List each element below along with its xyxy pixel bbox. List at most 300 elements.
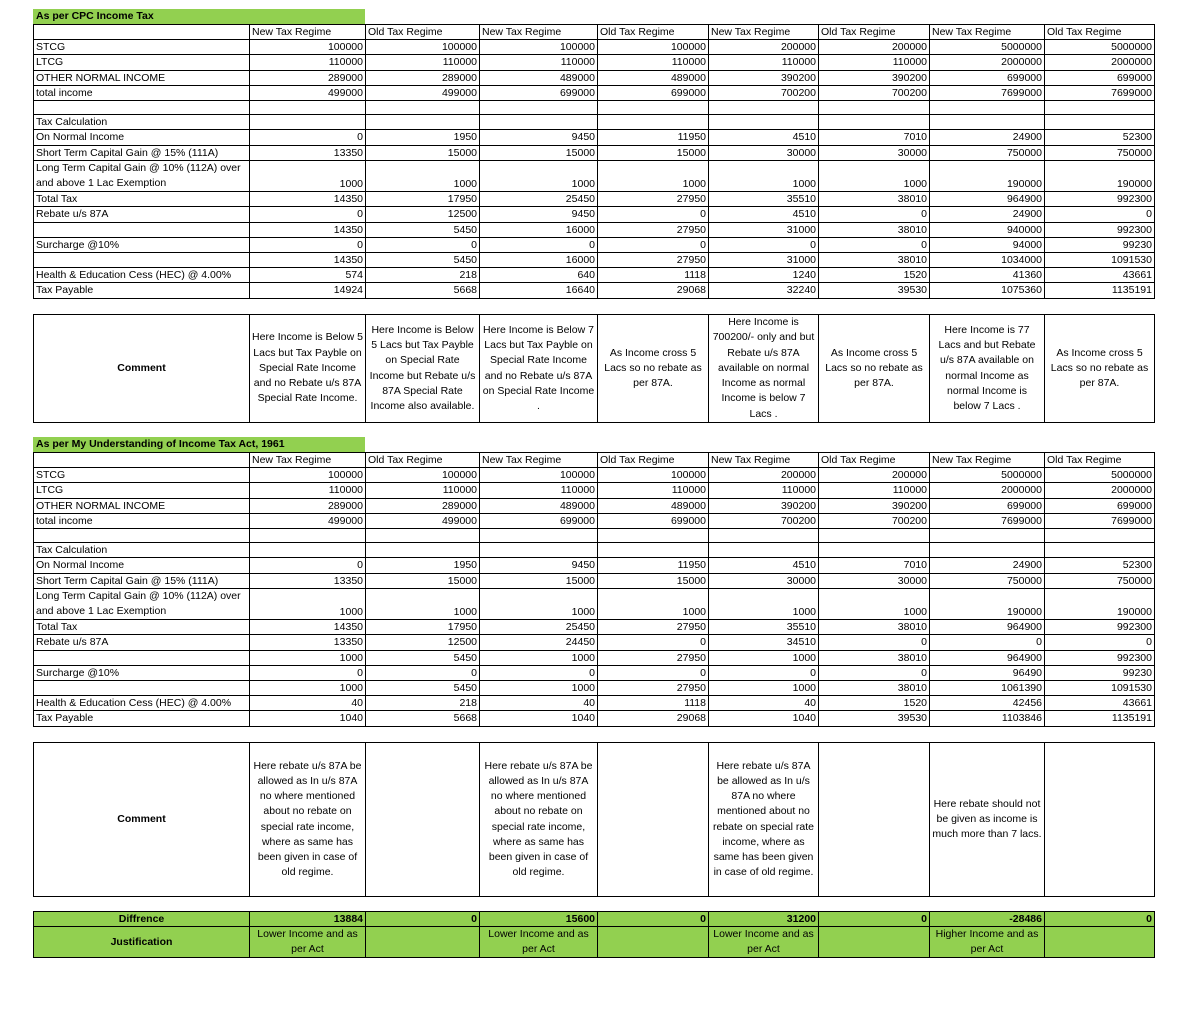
- table-cell: 200000: [819, 40, 930, 55]
- table-cell: 1135191: [1045, 711, 1155, 726]
- table-cell: 700200: [709, 513, 819, 528]
- difference-cell: 31200: [709, 912, 819, 927]
- table-cell: 1034000: [930, 253, 1045, 268]
- table-row: [34, 145, 1155, 160]
- column-header: New Tax Regime: [930, 25, 1045, 40]
- table-row: [34, 130, 1155, 145]
- justification-cell: [1045, 927, 1155, 958]
- table-row: [34, 529, 1155, 543]
- justification-cell: Lower Income and as per Act: [250, 927, 366, 958]
- table-cell: 100000: [250, 40, 366, 55]
- table-cell: [366, 543, 480, 558]
- table-cell: 38010: [819, 222, 930, 237]
- table-cell: [1045, 115, 1155, 130]
- table-row: [34, 237, 1155, 252]
- difference-cell: 0: [1045, 912, 1155, 927]
- justification-cell: [598, 927, 709, 958]
- row-label: [34, 681, 250, 696]
- table-cell: 110000: [709, 483, 819, 498]
- comment-cell: Here rebate should not be given as income is much more than 7 lacs.: [930, 743, 1045, 897]
- table-cell: 0: [366, 237, 480, 252]
- row-label: Total Tax: [34, 620, 250, 635]
- row-label: Surcharge @10%: [34, 237, 250, 252]
- summary-table: [33, 911, 1155, 958]
- table-cell: 43661: [1045, 696, 1155, 711]
- table-cell: 5668: [366, 711, 480, 726]
- table-cell: 499000: [250, 513, 366, 528]
- table-cell: 964900: [930, 620, 1045, 635]
- table-cell: 1950: [366, 558, 480, 573]
- table-cell: 42456: [930, 696, 1045, 711]
- column-header: Old Tax Regime: [1045, 25, 1155, 40]
- table-cell: 27950: [598, 222, 709, 237]
- table-cell: 100000: [598, 468, 709, 483]
- table-cell: 7699000: [930, 513, 1045, 528]
- table-cell: 15000: [598, 145, 709, 160]
- table-cell: 489000: [480, 498, 598, 513]
- table-cell: 38010: [819, 192, 930, 207]
- column-header: Old Tax Regime: [598, 453, 709, 468]
- table-cell: [480, 101, 598, 115]
- column-header: Old Tax Regime: [819, 453, 930, 468]
- table-cell: 390200: [709, 70, 819, 85]
- table-cell: 52300: [1045, 130, 1155, 145]
- row-label: Tax Calculation: [34, 543, 250, 558]
- comment-cell: As Income cross 5 Lacs so no rebate as per 87A.: [598, 315, 709, 423]
- comment-cell: Here Income is Below 7 Lacs but Tax Payble on Special Rate Income and no Rebate u/s 87A on Special Rate Income .: [480, 315, 598, 423]
- table-cell: 699000: [480, 513, 598, 528]
- table-cell: 190000: [930, 588, 1045, 619]
- table-cell: 0: [598, 635, 709, 650]
- table-cell: 489000: [480, 70, 598, 85]
- table-row: [34, 468, 1155, 483]
- table-row: [34, 498, 1155, 513]
- table-cell: 1000: [819, 160, 930, 191]
- table-cell: [819, 101, 930, 115]
- table-row: [34, 483, 1155, 498]
- column-header: New Tax Regime: [930, 453, 1045, 468]
- table-cell: [250, 115, 366, 130]
- table-cell: 5000000: [930, 40, 1045, 55]
- table-cell: 2000000: [1045, 55, 1155, 70]
- table-cell: 24450: [480, 635, 598, 650]
- table-row: [34, 558, 1155, 573]
- row-label: Total Tax: [34, 192, 250, 207]
- row-label: total income: [34, 513, 250, 528]
- table-cell: 1118: [598, 268, 709, 283]
- table-cell: [930, 115, 1045, 130]
- table-cell: 110000: [598, 483, 709, 498]
- row-label: Rebate u/s 87A: [34, 635, 250, 650]
- difference-row: [34, 912, 1155, 927]
- table-cell: 27950: [598, 650, 709, 665]
- table-cell: 94000: [930, 237, 1045, 252]
- table-row: [34, 635, 1155, 650]
- table-cell: 27950: [598, 681, 709, 696]
- table-cell: 40: [480, 696, 598, 711]
- table-cell: 4510: [709, 130, 819, 145]
- justification-cell: [819, 927, 930, 958]
- justification-cell: [366, 927, 480, 958]
- table-cell: 16000: [480, 222, 598, 237]
- table-cell: 1000: [250, 681, 366, 696]
- table-cell: 9450: [480, 207, 598, 222]
- table-cell: 289000: [250, 498, 366, 513]
- table-cell: 0: [250, 665, 366, 680]
- table-cell: 750000: [930, 573, 1045, 588]
- table-cell: 12500: [366, 207, 480, 222]
- table-cell: 41360: [930, 268, 1045, 283]
- act-section-title: As per My Understanding of Income Tax Act, 1961: [33, 437, 365, 452]
- table-cell: 5000000: [1045, 40, 1155, 55]
- table-cell: 35510: [709, 620, 819, 635]
- table-cell: 100000: [480, 40, 598, 55]
- table-cell: 1040: [250, 711, 366, 726]
- row-label: LTCG: [34, 55, 250, 70]
- table-cell: 100000: [366, 468, 480, 483]
- table-cell: 1000: [250, 160, 366, 191]
- column-header: New Tax Regime: [480, 25, 598, 40]
- table-row: [34, 650, 1155, 665]
- table-cell: 289000: [250, 70, 366, 85]
- table-cell: 0: [598, 237, 709, 252]
- act-comment-row: [34, 743, 1155, 897]
- comment-label: Comment: [34, 315, 250, 423]
- table-cell: 5450: [366, 681, 480, 696]
- table-cell: 0: [1045, 207, 1155, 222]
- table-row: [34, 253, 1155, 268]
- table-cell: [480, 115, 598, 130]
- table-cell: 699000: [930, 70, 1045, 85]
- table-cell: 31000: [709, 253, 819, 268]
- row-label: Long Term Capital Gain @ 10% (112A) over and above 1 Lac Exemption: [34, 588, 250, 619]
- table-row: [34, 681, 1155, 696]
- column-header: Old Tax Regime: [366, 25, 480, 40]
- table-cell: 0: [709, 237, 819, 252]
- table-cell: 289000: [366, 498, 480, 513]
- table-cell: [819, 529, 930, 543]
- table-cell: 11950: [598, 558, 709, 573]
- table-cell: 7699000: [930, 85, 1045, 100]
- table-cell: 1000: [709, 588, 819, 619]
- comment-cell: As Income cross 5 Lacs so no rebate as per 87A.: [819, 315, 930, 423]
- table-row: [34, 115, 1155, 130]
- table-cell: 100000: [598, 40, 709, 55]
- table-cell: 1240: [709, 268, 819, 283]
- table-cell: 29068: [598, 283, 709, 298]
- table-cell: 52300: [1045, 558, 1155, 573]
- table-row: [34, 101, 1155, 115]
- table-row: [34, 620, 1155, 635]
- table-cell: 200000: [819, 468, 930, 483]
- row-label: Short Term Capital Gain @ 15% (111A): [34, 145, 250, 160]
- table-cell: 15000: [480, 145, 598, 160]
- table-cell: [250, 543, 366, 558]
- table-cell: 0: [598, 207, 709, 222]
- comment-cell: Here rebate u/s 87A be allowed as In u/s 87A no where mentioned about no rebate on special rate income, where as same has been given in case of old regime.: [480, 743, 598, 897]
- table-row: [34, 543, 1155, 558]
- table-cell: 30000: [819, 145, 930, 160]
- comment-cell: Here rebate u/s 87A be allowed as In u/s 87A no where mentioned about no rebate on special rate income, where as same has been given in case of old regime.: [709, 743, 819, 897]
- table-cell: [1045, 101, 1155, 115]
- table-cell: 16640: [480, 283, 598, 298]
- row-label: [34, 253, 250, 268]
- table-cell: 0: [709, 665, 819, 680]
- table-cell: 2000000: [1045, 483, 1155, 498]
- column-header: Old Tax Regime: [598, 25, 709, 40]
- comment-cell: [598, 743, 709, 897]
- table-cell: 0: [930, 635, 1045, 650]
- table-cell: 699000: [480, 85, 598, 100]
- table-cell: 190000: [1045, 588, 1155, 619]
- table-row: [34, 283, 1155, 298]
- row-label: Long Term Capital Gain @ 10% (112A) over and above 1 Lac Exemption: [34, 160, 250, 191]
- table-cell: 17950: [366, 620, 480, 635]
- table-cell: [709, 529, 819, 543]
- table-row: [34, 268, 1155, 283]
- table-row: [34, 665, 1155, 680]
- table-cell: 390200: [709, 498, 819, 513]
- table-cell: 9450: [480, 130, 598, 145]
- table-cell: 110000: [366, 483, 480, 498]
- table-cell: 110000: [598, 55, 709, 70]
- table-cell: [598, 529, 709, 543]
- table-cell: 1520: [819, 696, 930, 711]
- table-cell: 34510: [709, 635, 819, 650]
- table-cell: 24900: [930, 558, 1045, 573]
- table-cell: [819, 543, 930, 558]
- table-cell: 5000000: [930, 468, 1045, 483]
- table-cell: [709, 543, 819, 558]
- table-cell: 31000: [709, 222, 819, 237]
- table-cell: 4510: [709, 558, 819, 573]
- table-cell: 9450: [480, 558, 598, 573]
- difference-cell: 13884: [250, 912, 366, 927]
- table-cell: 5450: [366, 650, 480, 665]
- row-label: On Normal Income: [34, 558, 250, 573]
- table-cell: 200000: [709, 40, 819, 55]
- row-label: STCG: [34, 468, 250, 483]
- column-header: New Tax Regime: [709, 453, 819, 468]
- table-cell: 30000: [819, 573, 930, 588]
- table-cell: 699000: [1045, 498, 1155, 513]
- table-row: [34, 55, 1155, 70]
- table-cell: 1520: [819, 268, 930, 283]
- comment-cell: Here Income is 700200/- only and but Rebate u/s 87A available on normal Income as normal Income is below 7 Lacs .: [709, 315, 819, 423]
- table-cell: 699000: [930, 498, 1045, 513]
- table-cell: 15000: [366, 145, 480, 160]
- table-cell: 30000: [709, 145, 819, 160]
- table-cell: 1103846: [930, 711, 1045, 726]
- table-cell: 96490: [930, 665, 1045, 680]
- cpc-comment-row: [34, 315, 1155, 423]
- table-cell: 1000: [598, 588, 709, 619]
- table-cell: 7699000: [1045, 85, 1155, 100]
- table-row: [34, 192, 1155, 207]
- table-cell: 38010: [819, 681, 930, 696]
- table-cell: [366, 115, 480, 130]
- comment-cell: Here Income is 77 Lacs and but Rebate u/s 87A available on normal Income as normal Income is below 7 Lacs .: [930, 315, 1045, 423]
- act-tax-table: [33, 452, 1155, 727]
- table-cell: 1000: [480, 588, 598, 619]
- table-cell: 25450: [480, 620, 598, 635]
- table-cell: 4510: [709, 207, 819, 222]
- table-row: [34, 40, 1155, 55]
- table-cell: 12500: [366, 635, 480, 650]
- row-label: Tax Payable: [34, 711, 250, 726]
- table-cell: 699000: [598, 513, 709, 528]
- table-cell: 0: [819, 207, 930, 222]
- table-cell: 1000: [250, 650, 366, 665]
- table-cell: 43661: [1045, 268, 1155, 283]
- table-cell: 29068: [598, 711, 709, 726]
- table-cell: 390200: [819, 498, 930, 513]
- table-cell: [598, 115, 709, 130]
- table-cell: 1000: [709, 160, 819, 191]
- table-cell: 15000: [598, 573, 709, 588]
- comment-cell: [366, 743, 480, 897]
- cpc-tax-table: [33, 24, 1155, 299]
- comment-cell: Here Income is Below 5 Lacs but Tax Payble on Special Rate Income and no Rebate u/s 87A Special Rate Income.: [250, 315, 366, 423]
- table-cell: 700200: [819, 85, 930, 100]
- cpc-section-title: As per CPC Income Tax: [33, 9, 365, 24]
- table-cell: 1135191: [1045, 283, 1155, 298]
- table-cell: 35510: [709, 192, 819, 207]
- row-label: OTHER NORMAL INCOME: [34, 498, 250, 513]
- table-row: [34, 222, 1155, 237]
- table-cell: 190000: [1045, 160, 1155, 191]
- table-cell: 5668: [366, 283, 480, 298]
- act-header-blank: [34, 453, 250, 468]
- table-row: [34, 207, 1155, 222]
- table-cell: 38010: [819, 650, 930, 665]
- table-cell: 99230: [1045, 237, 1155, 252]
- table-cell: 14350: [250, 222, 366, 237]
- cpc-header-blank: [34, 25, 250, 40]
- table-cell: 110000: [250, 483, 366, 498]
- table-cell: 489000: [598, 70, 709, 85]
- column-header: Old Tax Regime: [1045, 453, 1155, 468]
- table-cell: 992300: [1045, 650, 1155, 665]
- table-cell: 700200: [709, 85, 819, 100]
- row-label: total income: [34, 85, 250, 100]
- table-cell: 964900: [930, 192, 1045, 207]
- comment-cell: [819, 743, 930, 897]
- row-label: Tax Calculation: [34, 115, 250, 130]
- difference-label: Diffrence: [34, 912, 250, 927]
- table-cell: 218: [366, 696, 480, 711]
- table-cell: 110000: [709, 55, 819, 70]
- row-label: [34, 101, 250, 115]
- row-label: LTCG: [34, 483, 250, 498]
- table-cell: 992300: [1045, 620, 1155, 635]
- table-cell: 700200: [819, 513, 930, 528]
- difference-cell: 0: [819, 912, 930, 927]
- table-cell: 1075360: [930, 283, 1045, 298]
- table-cell: 14350: [250, 192, 366, 207]
- comment-cell: [1045, 743, 1155, 897]
- table-cell: 7699000: [1045, 513, 1155, 528]
- table-row: [34, 711, 1155, 726]
- table-cell: 499000: [250, 85, 366, 100]
- table-cell: 32240: [709, 283, 819, 298]
- table-cell: 39530: [819, 711, 930, 726]
- table-cell: 1000: [480, 681, 598, 696]
- table-cell: 200000: [709, 468, 819, 483]
- table-cell: 38010: [819, 253, 930, 268]
- table-cell: 30000: [709, 573, 819, 588]
- table-cell: 640: [480, 268, 598, 283]
- comment-cell: As Income cross 5 Lacs so no rebate as per 87A.: [1045, 315, 1155, 423]
- table-cell: [709, 115, 819, 130]
- table-row: [34, 573, 1155, 588]
- justification-cell: Lower Income and as per Act: [480, 927, 598, 958]
- table-cell: 38010: [819, 620, 930, 635]
- table-cell: [930, 529, 1045, 543]
- table-cell: 14350: [250, 620, 366, 635]
- row-label: [34, 650, 250, 665]
- table-cell: 750000: [1045, 573, 1155, 588]
- table-cell: 1000: [480, 160, 598, 191]
- table-cell: 1118: [598, 696, 709, 711]
- table-cell: 5450: [366, 253, 480, 268]
- row-label: Short Term Capital Gain @ 15% (111A): [34, 573, 250, 588]
- table-cell: 110000: [819, 55, 930, 70]
- difference-cell: 0: [598, 912, 709, 927]
- table-cell: [1045, 529, 1155, 543]
- row-label: STCG: [34, 40, 250, 55]
- comment-label: Comment: [34, 743, 250, 897]
- table-cell: 992300: [1045, 192, 1155, 207]
- table-cell: 574: [250, 268, 366, 283]
- table-cell: 17950: [366, 192, 480, 207]
- table-cell: 499000: [366, 513, 480, 528]
- table-cell: 25450: [480, 192, 598, 207]
- row-label: Rebate u/s 87A: [34, 207, 250, 222]
- table-cell: 15000: [480, 573, 598, 588]
- table-cell: [930, 101, 1045, 115]
- row-label: On Normal Income: [34, 130, 250, 145]
- table-cell: 992300: [1045, 222, 1155, 237]
- comment-cell: Here Income is Below 5 Lacs but Tax Payble on Special Rate Income but Rebate u/s 87A Special Rate Income also available.: [366, 315, 480, 423]
- table-row: [34, 85, 1155, 100]
- table-row: [34, 160, 1155, 191]
- table-cell: 110000: [480, 483, 598, 498]
- table-cell: 750000: [1045, 145, 1155, 160]
- table-cell: 5000000: [1045, 468, 1155, 483]
- table-cell: 110000: [819, 483, 930, 498]
- table-cell: 27950: [598, 192, 709, 207]
- table-cell: 100000: [366, 40, 480, 55]
- table-cell: 100000: [480, 468, 598, 483]
- table-cell: 1091530: [1045, 253, 1155, 268]
- justification-cell: Lower Income and as per Act: [709, 927, 819, 958]
- row-label: [34, 222, 250, 237]
- table-cell: 699000: [1045, 70, 1155, 85]
- table-cell: 699000: [598, 85, 709, 100]
- table-cell: 1000: [598, 160, 709, 191]
- row-label: [34, 529, 250, 543]
- table-cell: 2000000: [930, 483, 1045, 498]
- row-label: Health & Education Cess (HEC) @ 4.00%: [34, 696, 250, 711]
- table-cell: 27950: [598, 253, 709, 268]
- table-cell: 16000: [480, 253, 598, 268]
- table-row: [34, 696, 1155, 711]
- cpc-header-row: [34, 25, 1155, 40]
- table-cell: [819, 115, 930, 130]
- table-cell: 750000: [930, 145, 1045, 160]
- table-cell: 289000: [366, 70, 480, 85]
